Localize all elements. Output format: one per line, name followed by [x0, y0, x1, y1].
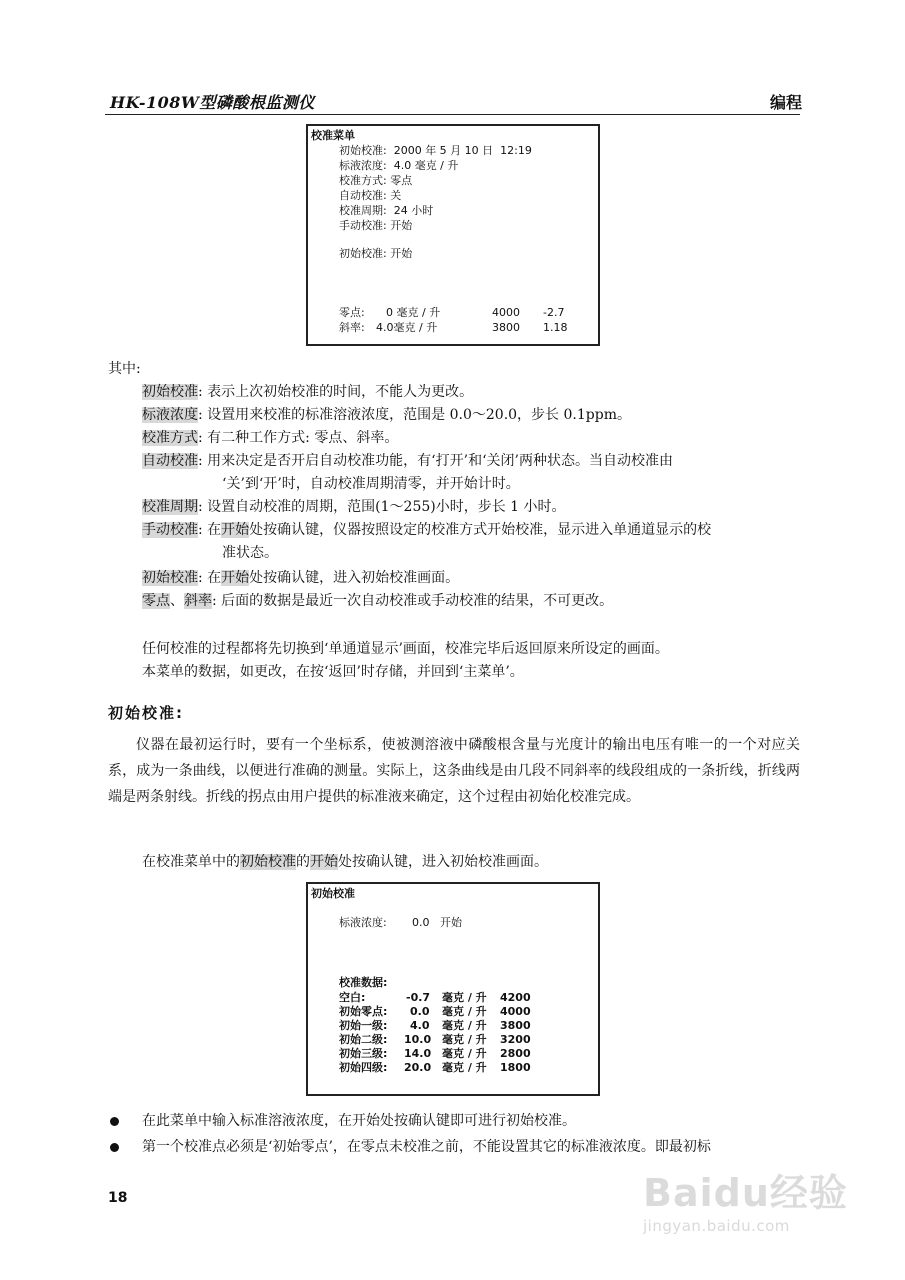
menu-row-initial-start: 初始校准: 开始: [339, 247, 413, 260]
term-desc: : 在: [198, 570, 222, 586]
screen-title: 初始校准: [311, 887, 355, 900]
term-desc: 处按确认键，进入初始校准画面。: [249, 570, 460, 586]
cal-row-name: 初始四级:: [339, 1061, 388, 1074]
term-desc: : 设置自动校准的周期，范围(1～255)小时，步长 1 小时。: [198, 499, 566, 515]
definition-auto-cal: [142, 450, 673, 472]
term-highlight: 零点: [142, 593, 170, 609]
term-highlight: 校准周期: [142, 499, 198, 515]
term-highlight: 开始: [221, 570, 250, 586]
cal-data-label: 校准数据:: [339, 976, 388, 989]
bullet-icon: [110, 1117, 119, 1126]
cal-row-value: 0.0: [410, 1005, 430, 1018]
term-highlight: 手动校准: [142, 522, 198, 538]
cal-row-raw: 2800: [500, 1047, 531, 1060]
term-highlight: 初始校准: [142, 384, 198, 400]
definition-method: [142, 427, 398, 449]
term-desc: : 用来决定是否开启自动校准功能，有‘打开’和‘关闭’两种状态。当自动校准由: [198, 453, 673, 469]
cal-row-name: 初始三级:: [339, 1047, 388, 1060]
std-conc-start: 开始: [440, 916, 462, 929]
result-conc: 0 毫克 / 升: [386, 306, 441, 319]
cal-row-raw: 1800: [500, 1061, 531, 1074]
term-sep: 、: [170, 593, 184, 609]
definition-manual-cal-cont: 准状态。: [222, 545, 278, 561]
cal-row-raw: 4200: [500, 991, 531, 1004]
cal-row-raw: 3800: [500, 1019, 531, 1032]
result-conc: 4.0毫克 / 升: [376, 321, 438, 334]
term-highlight: 开始: [310, 854, 338, 870]
menu-row-manual-cal: 手动校准: 开始: [339, 219, 413, 232]
cal-row-value: 14.0: [404, 1047, 432, 1060]
term-desc: : 有二种工作方式: 零点、斜率。: [198, 430, 399, 446]
menu-row-cal-period: 校准周期: 24 小时: [339, 204, 434, 217]
cal-row-value: 20.0: [404, 1061, 432, 1074]
term-desc: : 设置用来校准的标准溶液浓度，范围是 0.0～20.0，步长 0.1ppm。: [198, 407, 631, 423]
term-highlight: 斜率: [184, 593, 212, 609]
bullet-item: 第一个校准点必须是‘初始零点’，在零点未校准之前，不能设置其它的标准液浓度。即最初标: [142, 1139, 711, 1155]
definition-cal-period: [142, 496, 566, 518]
instruction-text: 在校准菜单中的: [142, 854, 240, 870]
result-raw: 4000: [492, 306, 520, 319]
definition-initial-time: [142, 381, 473, 403]
term-highlight: 开始: [221, 522, 250, 538]
initial-calibration-screen: [306, 882, 600, 1096]
body-paragraph: 仪器在最初运行时，要有一个坐标系，使被测溶液中磷酸根含量与光度计的输出电压有唯一的一个对应关系，成为一条曲线，以便进行准确的测量。实际上，这条曲线是由几段不同斜率的线段组成的一条折线，折线两端是两条射线。折线的拐点由用户提供的标准液来确定，这个过程由初始化校准完成。: [108, 737, 800, 805]
header-rule: [105, 114, 800, 115]
definition-manual-cal: [142, 519, 711, 541]
term-desc: 处按确认键，仪器按照设定的校准方式开始校准，显示进入单通道显示的校: [249, 522, 712, 538]
baidu-watermark: [643, 1162, 848, 1252]
std-conc-label: 标液浓度:: [339, 916, 387, 929]
term-highlight: 初始校准: [142, 570, 198, 586]
term-highlight: 校准方式: [142, 430, 198, 446]
definition-zero-slope: [142, 590, 613, 612]
bullet-icon: [110, 1143, 119, 1152]
result-value: -2.7: [543, 306, 565, 319]
cal-row-unit: 毫克 / 升: [442, 1061, 487, 1074]
watermark-logo: Baidu经验: [643, 1171, 848, 1215]
note-line: 本菜单的数据，如更改，在按‘返回’时存储，并回到‘主菜单’。: [142, 664, 524, 680]
result-label: 零点:: [339, 306, 365, 319]
result-label: 斜率:: [339, 321, 365, 334]
term-highlight: 初始校准: [240, 854, 296, 870]
cal-row-name: 初始二级:: [339, 1033, 388, 1046]
cal-row-name: 初始一级:: [339, 1019, 388, 1032]
cal-row-unit: 毫克 / 升: [442, 1019, 487, 1032]
instruction-text: 处按确认键，进入初始校准画面。: [338, 854, 548, 870]
result-raw: 3800: [492, 321, 520, 334]
result-value: 1.18: [543, 321, 568, 334]
term-desc: : 后面的数据是最近一次自动校准或手动校准的结果，不可更改。: [212, 593, 614, 609]
definition-initial-start: [142, 567, 459, 589]
cal-row-unit: 毫克 / 升: [442, 1047, 487, 1060]
page-number: 18: [108, 1190, 128, 1206]
document-title: HK-108W型磷酸根监测仪: [110, 93, 315, 112]
section-name: 编程: [769, 93, 802, 112]
screen-title: 校准菜单: [311, 129, 355, 142]
calibration-menu-screen: [306, 124, 600, 346]
cal-row-value: -0.7: [406, 991, 431, 1004]
menu-row-auto-cal: 自动校准: 关: [339, 189, 402, 202]
cal-row-unit: 毫克 / 升: [442, 1005, 487, 1018]
instruction-text: 的: [296, 854, 310, 870]
menu-row-method: 校准方式: 零点: [339, 174, 413, 187]
bullet-item: 在此菜单中输入标准溶液浓度，在开始处按确认键即可进行初始校准。: [142, 1113, 576, 1129]
definition-auto-cal-cont: ‘关’到‘开’时，自动校准周期清零，并开始计时。: [222, 476, 520, 492]
cal-row-unit: 毫克 / 升: [442, 1033, 487, 1046]
menu-row-std-conc: 标液浓度: 4.0 毫克 / 升: [339, 159, 459, 172]
term-highlight: 标液浓度: [142, 407, 198, 423]
section-heading: 初始校准:: [108, 704, 184, 722]
menu-row-initial-time: 初始校准: 2000 年 5 月 10 日 12:19: [339, 144, 532, 157]
cal-row-raw: 4000: [500, 1005, 531, 1018]
cal-row-value: 4.0: [410, 1019, 430, 1032]
instruction-line: [142, 851, 548, 873]
term-desc: : 在: [198, 522, 222, 538]
intro-text: 其中:: [108, 361, 141, 377]
cal-row-value: 10.0: [404, 1033, 432, 1046]
watermark-url: jingyan.baidu.com: [643, 1217, 790, 1235]
cal-row-name: 空白:: [339, 991, 366, 1004]
term-desc: : 表示上次初始校准的时间，不能人为更改。: [198, 384, 474, 400]
term-highlight: 自动校准: [142, 453, 198, 469]
cal-row-unit: 毫克 / 升: [442, 991, 487, 1004]
note-line: 任何校准的过程都将先切换到‘单通道显示’画面，校准完毕后返回原来所设定的画面。: [142, 641, 669, 657]
cal-row-raw: 3200: [500, 1033, 531, 1046]
definition-std-conc: [142, 404, 631, 426]
cal-row-name: 初始零点:: [339, 1005, 388, 1018]
std-conc-value: 0.0: [412, 916, 430, 929]
